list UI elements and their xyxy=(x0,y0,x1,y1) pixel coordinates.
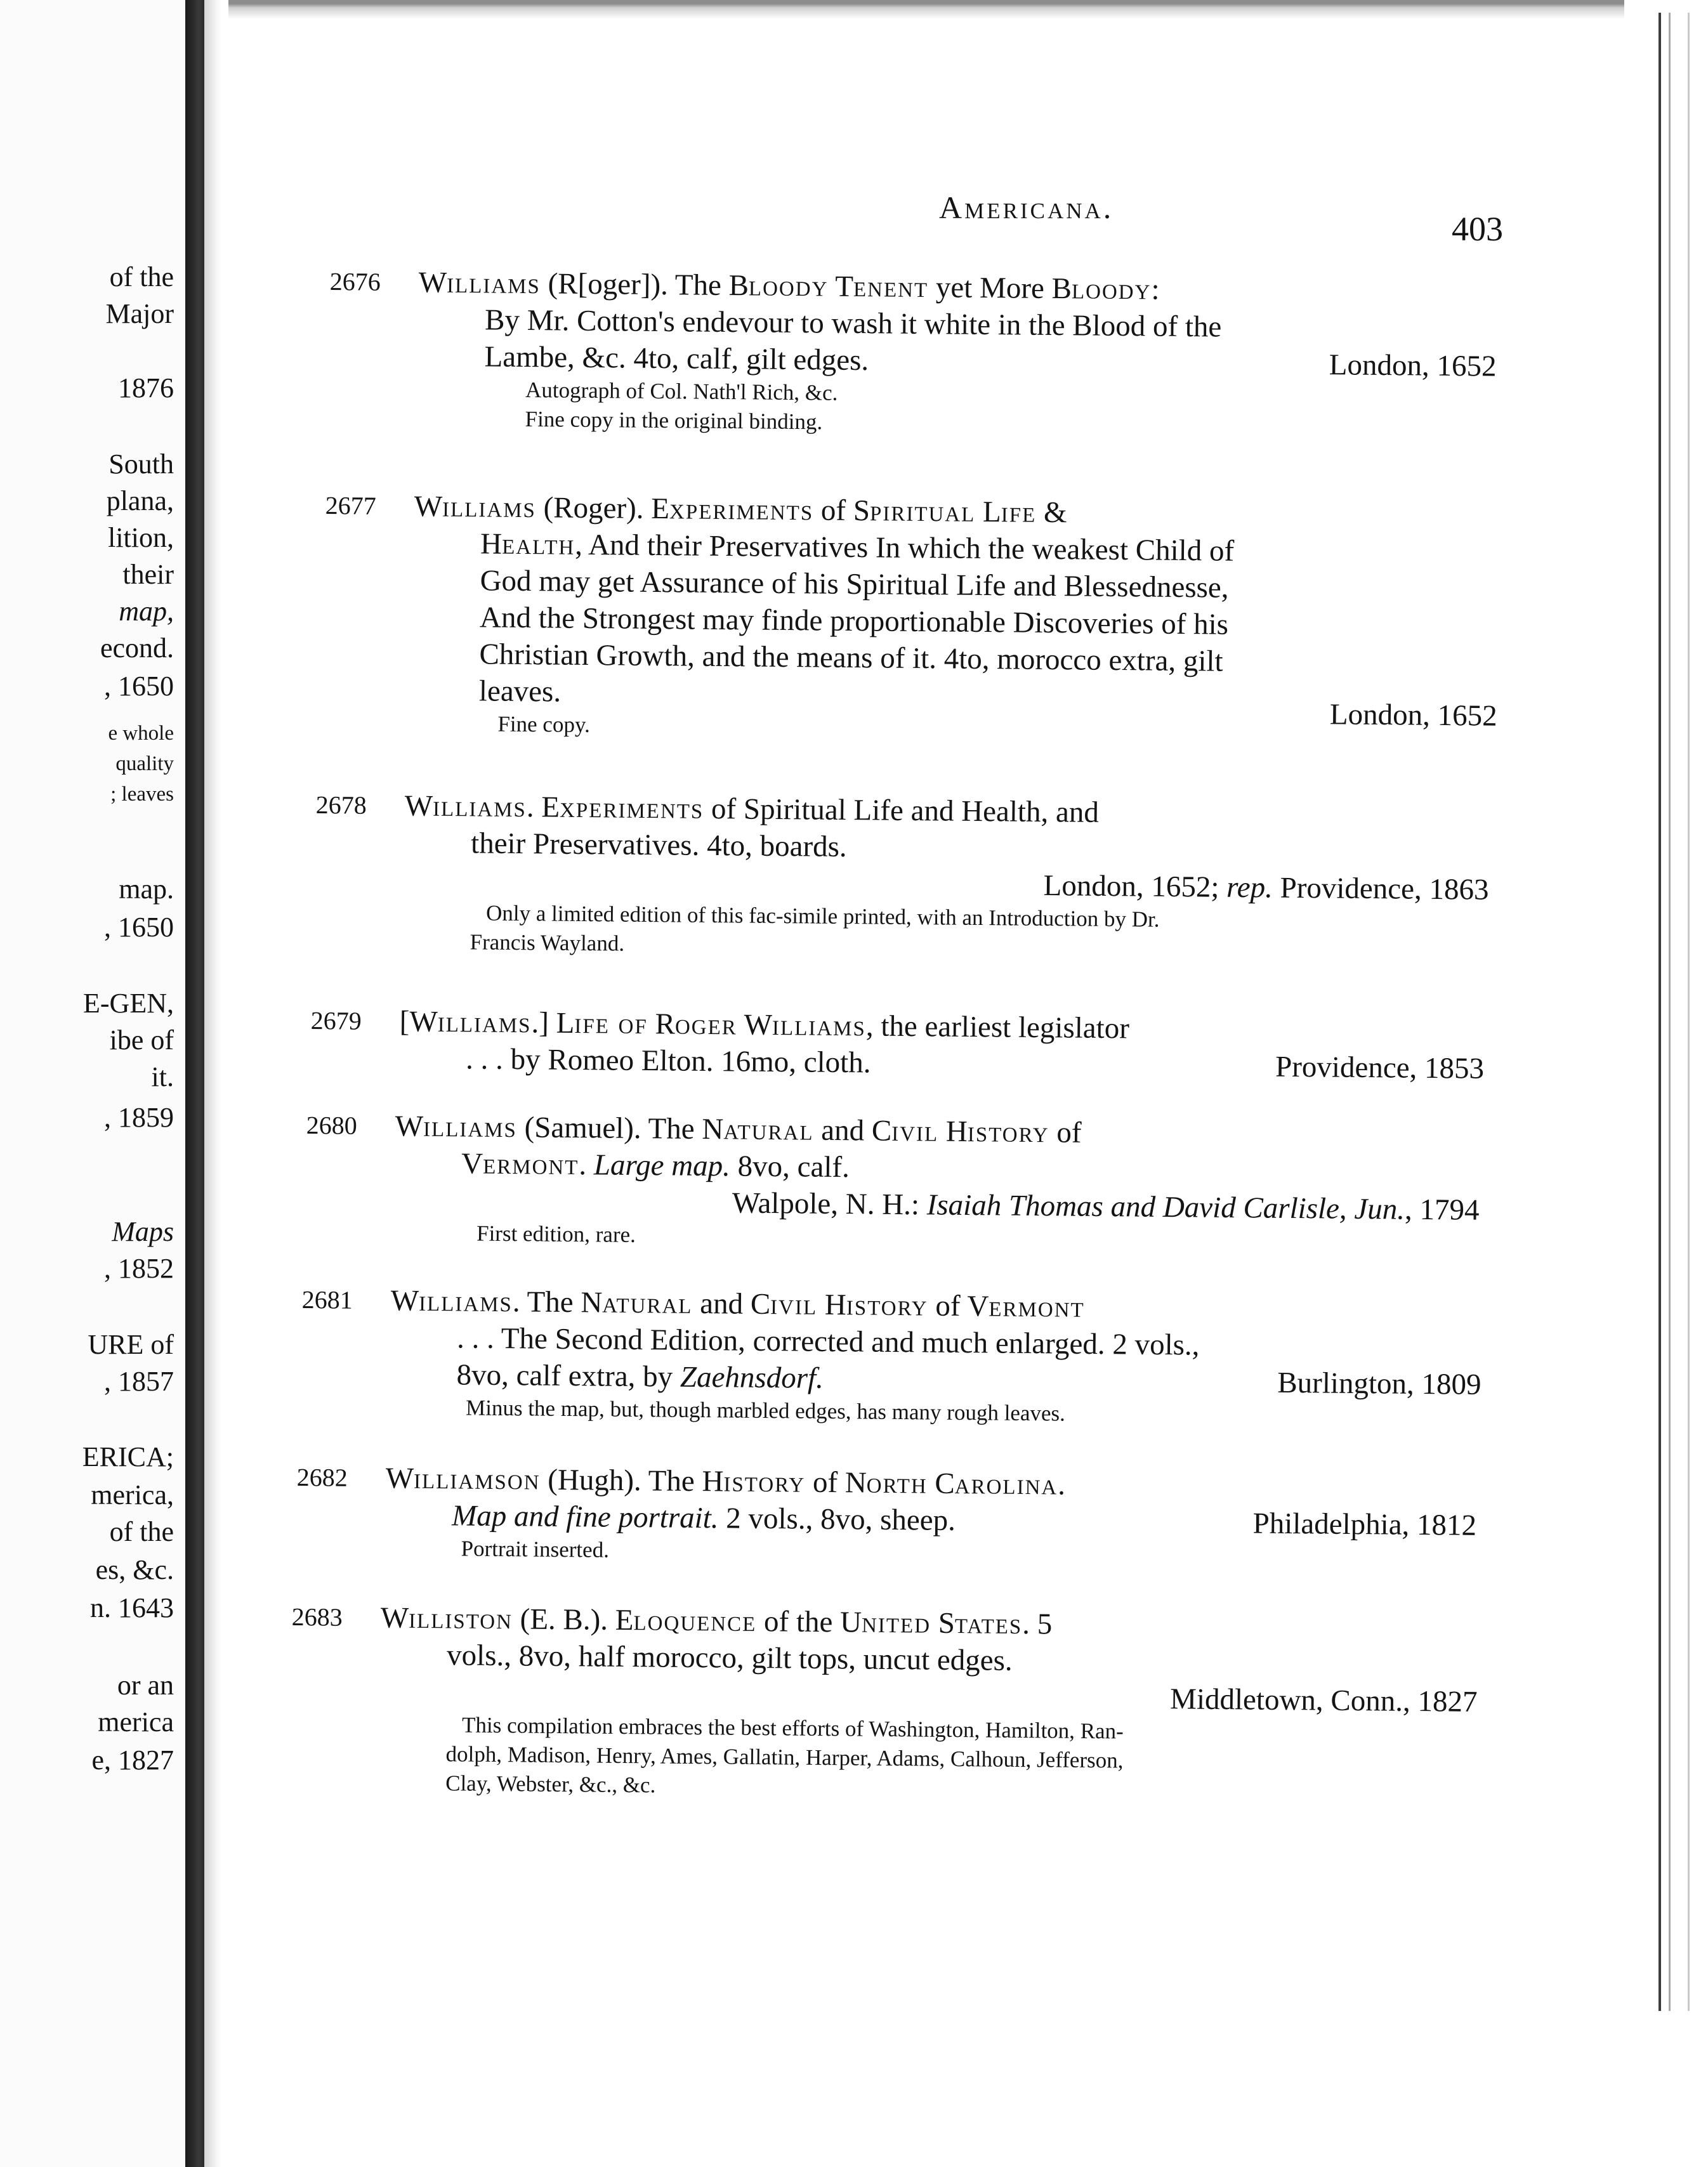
entry-note: This compilation embraces the best efforts of Washington, Hamilton, Ran- xyxy=(461,1712,1124,1744)
entry-number: 2679 xyxy=(310,1005,362,1035)
page-edge-shadow xyxy=(204,0,221,2167)
entry-place: London, 1652; rep. Providence, 1863 xyxy=(1043,869,1489,907)
entry-line: Williams (R[oger]). The Bloody Tenent yet More Bloody: xyxy=(418,266,1160,306)
entry-number: 2676 xyxy=(329,266,381,296)
entry-place: Providence, 1853 xyxy=(1275,1050,1485,1085)
entry-line: Lambe, &c. 4to, calf, gilt edges. xyxy=(484,340,869,377)
left-page-line: , 1650 xyxy=(104,912,174,943)
left-page-line: , 1859 xyxy=(104,1102,174,1133)
left-page-line: , 1650 xyxy=(104,671,174,702)
entry-number: 2677 xyxy=(325,490,376,520)
entry-place: Walpole, N. H.: Isaiah Thomas and David Carlisle, Jun., 1794 xyxy=(732,1186,1480,1227)
left-page-line: econd. xyxy=(100,632,174,664)
entry-number: 2682 xyxy=(296,1462,348,1492)
entry-line: Williams. Experiments of Spiritual Life and Health, and xyxy=(404,789,1100,829)
entry-line: Christian Growth, and the means of it. 4to, morocco extra, gilt xyxy=(479,638,1223,678)
left-page-line: e, 1827 xyxy=(91,1745,174,1776)
catalog-entry-2679 xyxy=(310,1002,1491,1087)
entry-number: 2678 xyxy=(315,790,367,820)
entry-note: dolph, Madison, Henry, Ames, Gallatin, Harper, Adams, Calhoun, Jefferson, xyxy=(445,1741,1124,1773)
left-page-fragment xyxy=(0,0,185,2167)
entry-line: leaves. xyxy=(478,674,562,709)
entry-line: By Mr. Cotton's endevour to wash it white in the Blood of the xyxy=(484,303,1222,344)
left-page-line: map. xyxy=(119,874,174,905)
left-page-line: merica, xyxy=(91,1479,174,1510)
catalog-entry-2681 xyxy=(301,1281,1488,1432)
left-page-line: of the xyxy=(109,261,174,292)
left-page-line: South xyxy=(108,448,174,480)
entry-number: 2680 xyxy=(306,1110,357,1140)
left-page-line: ibe of xyxy=(109,1025,174,1056)
catalog-entry-2678 xyxy=(314,787,1495,967)
left-page-line: it. xyxy=(151,1061,174,1092)
entry-line: Map and fine portrait. 2 vols., 8vo, sheep. xyxy=(451,1499,956,1537)
entry-line: Williston (E. B.). Eloquence of the United States. 5 xyxy=(380,1601,1053,1641)
entry-line: 8vo, calf extra, by Zaehnsdorf. xyxy=(456,1358,824,1395)
entry-line: . . . The Second Edition, corrected and much enlarged. 2 vols., xyxy=(456,1321,1200,1362)
entry-line: God may get Assurance of his Spiritual Life and Blessednesse, xyxy=(480,564,1229,605)
book-gutter xyxy=(185,0,204,2167)
entry-place: London, 1652 xyxy=(1329,348,1497,383)
catalog-entry-2682 xyxy=(296,1459,1483,1573)
entry-line: vols., 8vo, half morocco, gilt tops, uncut edges. xyxy=(446,1639,1013,1677)
left-page-line: , 1852 xyxy=(104,1253,174,1284)
entry-note: Only a limited edition of this fac-simile printed, with an Introduction by Dr. xyxy=(485,900,1160,932)
left-page-line: Major xyxy=(105,298,174,329)
left-page-line: ; leaves xyxy=(110,783,174,806)
entry-line: Williams. The Natural and Civil History of Vermont xyxy=(390,1284,1085,1324)
entry-note: Minus the map, but, though marbled edges, has many rough leaves. xyxy=(465,1395,1066,1426)
entry-line: Williamson (Hugh). The History of North Carolina. xyxy=(385,1462,1066,1502)
left-page-line: map, xyxy=(119,596,174,627)
entry-place: Philadelphia, 1812 xyxy=(1252,1507,1477,1542)
left-page-line: 1876 xyxy=(118,372,174,403)
catalog-entry-2683 xyxy=(290,1599,1485,1808)
entry-line: their Preservatives. 4to, boards. xyxy=(470,827,847,864)
entry-line: And the Strongest may finde proportionable Discoveries of his xyxy=(479,601,1229,641)
catalog-entry-2677 xyxy=(323,487,1506,749)
left-page-line: E-GEN, xyxy=(83,988,174,1019)
entry-line: Williams (Roger). Experiments of Spiritual Life & xyxy=(414,490,1067,530)
entry-note: Clay, Webster, &c., &c. xyxy=(445,1771,656,1798)
page-403 xyxy=(221,0,1624,2167)
left-page-line: quality xyxy=(115,752,174,775)
entry-note: Fine copy in the original binding. xyxy=(525,406,823,435)
left-page-line: merica xyxy=(98,1706,174,1738)
right-page-edges xyxy=(1624,0,1708,2167)
entry-number: 2681 xyxy=(301,1285,353,1314)
left-page-line: of the xyxy=(109,1516,174,1547)
entry-note: Portrait inserted. xyxy=(461,1536,610,1562)
left-page-line: es, &c. xyxy=(95,1554,174,1585)
left-page-line: Maps xyxy=(112,1216,174,1247)
entry-note: First edition, rare. xyxy=(476,1221,636,1247)
running-head: Americana. xyxy=(939,190,1114,225)
entry-note: Autograph of Col. Nath'l Rich, &c. xyxy=(525,377,838,405)
catalog-entry-2680 xyxy=(305,1107,1487,1258)
entry-note: Fine copy. xyxy=(497,711,591,738)
entry-line: Williams (Samuel). The Natural and Civil History of xyxy=(395,1110,1082,1149)
entry-line: Health, And their Preservatives In which the weakest Child of xyxy=(480,527,1235,568)
catalog-entry-2676 xyxy=(328,263,1503,443)
entry-line: . . . by Romeo Elton. 16mo, cloth. xyxy=(465,1042,871,1080)
left-page-line: e whole xyxy=(108,722,174,745)
entry-place: Middletown, Conn., 1827 xyxy=(1169,1682,1478,1719)
entry-place: London, 1652 xyxy=(1329,698,1497,733)
entry-line: [Williams.] Life of Roger Williams, the earliest legislator xyxy=(399,1005,1130,1045)
left-page-line: , 1857 xyxy=(104,1366,174,1397)
left-page-line: their xyxy=(122,559,174,590)
left-page-line: URE of xyxy=(88,1329,174,1360)
page-number: 403 xyxy=(1452,210,1503,248)
left-page-line: ERICA; xyxy=(82,1441,174,1472)
left-page-line: or an xyxy=(117,1670,174,1701)
entry-line: Vermont. Large map. 8vo, calf. xyxy=(461,1147,850,1184)
entry-place: Burlington, 1809 xyxy=(1277,1366,1481,1401)
left-page-line: plana, xyxy=(106,485,174,516)
left-page-line: n. 1643 xyxy=(90,1592,174,1623)
entry-note: Francis Wayland. xyxy=(470,929,625,956)
entry-number: 2683 xyxy=(291,1602,343,1632)
left-page-line: lition, xyxy=(108,522,174,553)
